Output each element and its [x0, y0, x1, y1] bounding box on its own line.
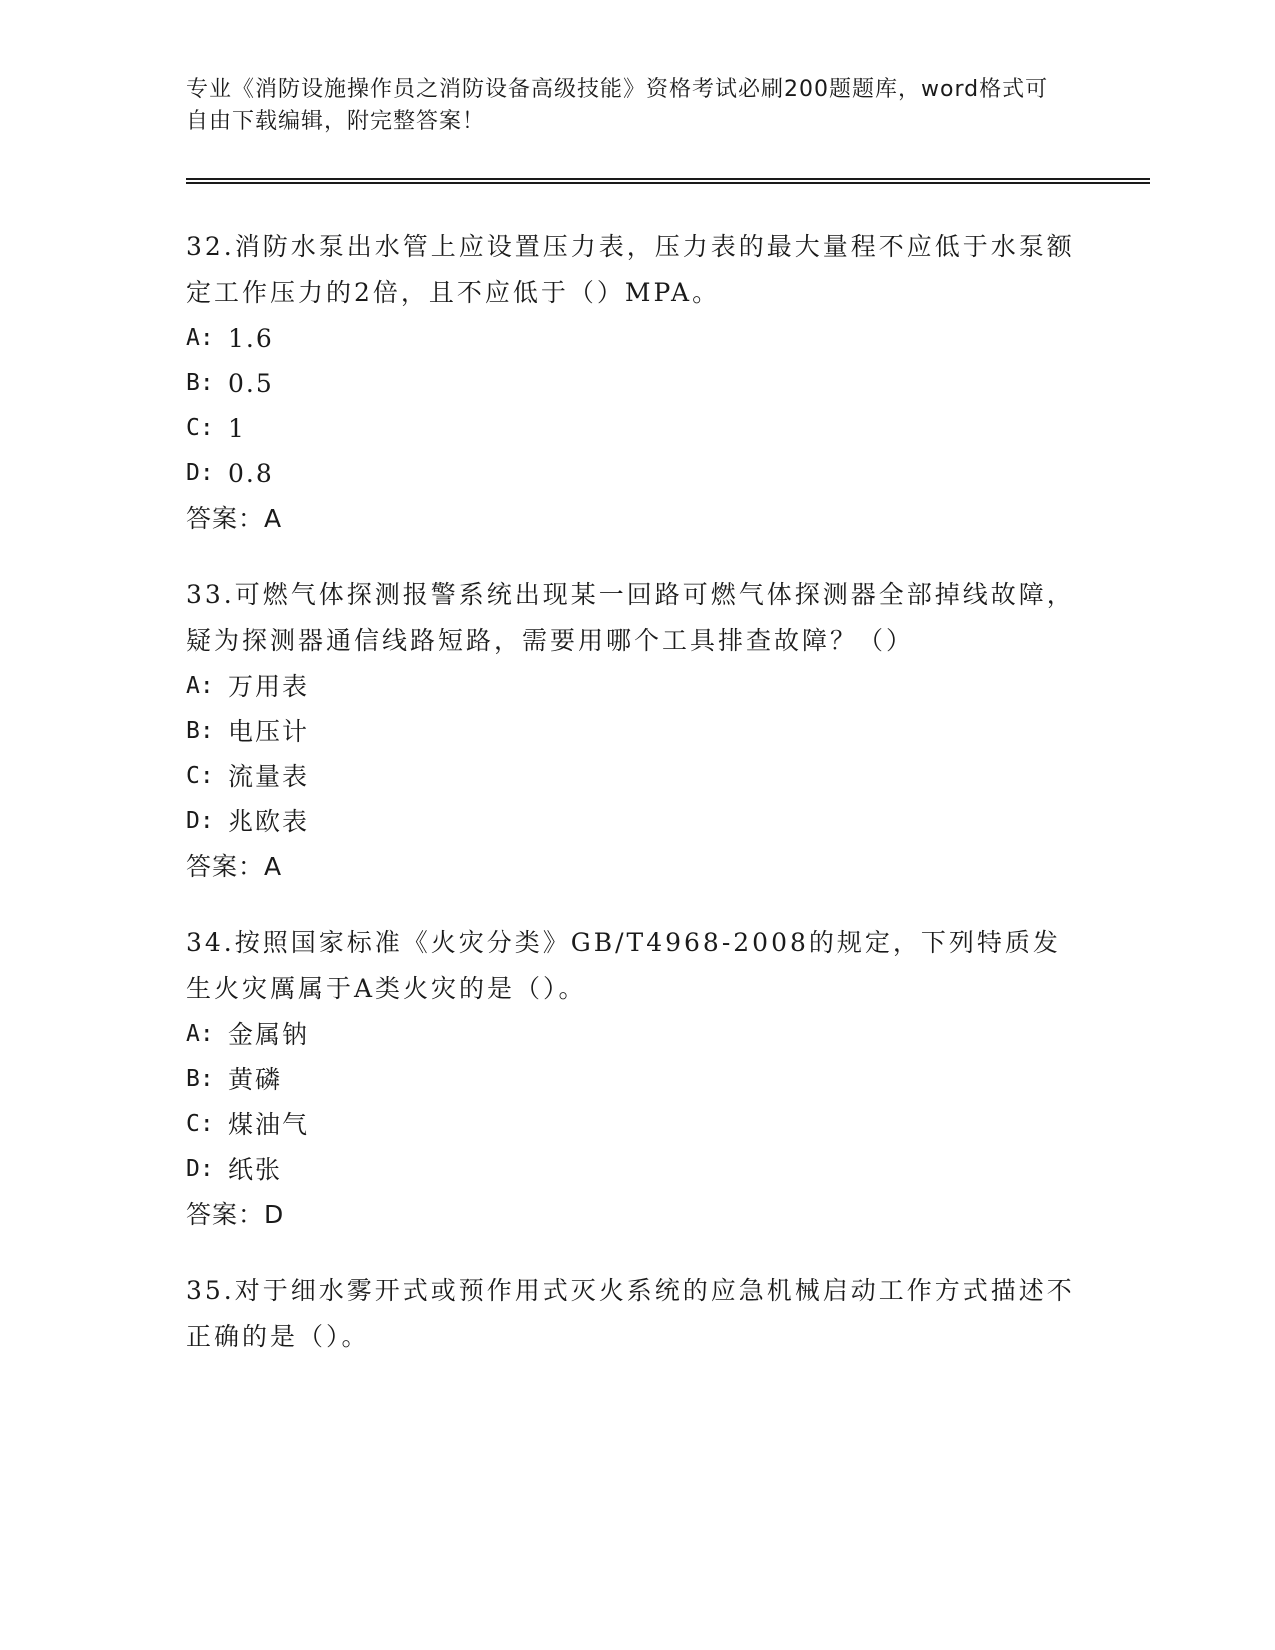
option-text: 电压计	[228, 717, 310, 746]
option-a	[186, 664, 1086, 709]
option-letter: B:	[186, 1066, 214, 1092]
option-letter: A:	[186, 673, 214, 699]
question-35	[186, 1268, 1086, 1360]
option-text: 煤油气	[228, 1110, 310, 1139]
option-text: 金属钠	[228, 1020, 310, 1049]
option-text: 纸张	[228, 1155, 283, 1184]
option-letter: A:	[186, 1021, 214, 1047]
question-33	[186, 572, 1086, 890]
option-text: 0.5	[228, 369, 274, 398]
option-text: 兆欧表	[228, 807, 310, 836]
option-text: 0.8	[228, 459, 274, 488]
option-b	[186, 709, 1086, 754]
option-letter: C:	[186, 1111, 214, 1137]
option-text: 1.6	[228, 324, 274, 353]
option-b	[186, 361, 1086, 406]
option-a	[186, 1012, 1086, 1057]
option-letter: B:	[186, 370, 214, 396]
option-d	[186, 799, 1086, 844]
answer-line: 答案：A	[186, 852, 283, 881]
option-letter: A:	[186, 325, 214, 351]
option-b	[186, 1057, 1086, 1102]
document-header: 专业《消防设施操作员之消防设备高级技能》资格考试必刷200题题库，word格式可自由下载编辑，附完整答案！	[186, 77, 1049, 134]
header-divider	[186, 178, 1150, 184]
option-text: 流量表	[228, 762, 310, 791]
option-text: 黄磷	[228, 1065, 283, 1094]
question-32	[186, 224, 1086, 542]
option-letter: C:	[186, 763, 214, 789]
option-letter: D:	[186, 808, 214, 834]
option-d	[186, 1147, 1086, 1192]
question-stem: 34.按照国家标准《火灾分类》GB/T4968-2008的规定，下列特质发生火灾厲属于A类火灾的是（）。	[186, 928, 1061, 1003]
question-stem: 32.消防水泵出水管上应设置压力表，压力表的最大量程不应低于水泵额定工作压力的2倍，且不应低于（）MPA。	[186, 232, 1075, 307]
option-c	[186, 754, 1086, 799]
answer-line: 答案：D	[186, 1200, 285, 1229]
option-a	[186, 316, 1086, 361]
answer-line: 答案：A	[186, 504, 283, 533]
option-letter: B:	[186, 718, 214, 744]
option-d	[186, 451, 1086, 496]
question-34	[186, 920, 1086, 1238]
option-text: 万用表	[228, 672, 310, 701]
option-letter: D:	[186, 1156, 214, 1182]
option-letter: C:	[186, 415, 214, 441]
option-c	[186, 406, 1086, 451]
question-stem: 33.可燃气体探测报警系统出现某一回路可燃气体探测器全部掉线故障，疑为探测器通信线路短路，需要用哪个工具排查故障？（）	[186, 580, 1075, 655]
option-letter: D:	[186, 460, 214, 486]
option-c	[186, 1102, 1086, 1147]
question-stem: 35.对于细水雾开式或预作用式灭火系统的应急机械启动工作方式描述不正确的是（）。	[186, 1276, 1075, 1351]
option-text: 1	[228, 414, 246, 443]
